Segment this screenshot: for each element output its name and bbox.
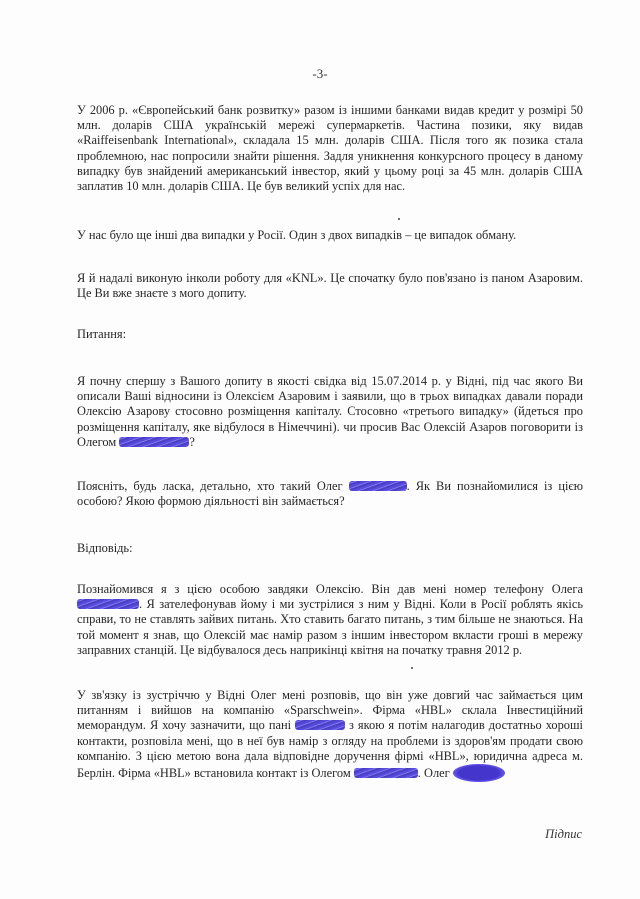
answer-paragraph-2 — [77, 688, 583, 782]
answer-2-part-3: . Олег — [417, 766, 450, 781]
answer-paragraph-1 — [77, 582, 583, 658]
paragraph-knl-work: Я й надалі виконую інколи роботу для «KNL». Це спочатку було пов'язано із паном Азаровим. Це Ви вже знаєте з мого допиту. — [77, 271, 583, 301]
question-1 — [77, 374, 583, 450]
question-2-end: . Як Ви познайомилися із цією особою? Якою формою діяльності він займається? — [77, 479, 583, 509]
redaction-mark — [354, 768, 418, 778]
redaction-mark — [453, 764, 505, 782]
answer-2-part-2: з якою я потім налагодив достатньо хороші контакти, розповіла мені, що в неї був намір з огляду на проблеми із здоров'ям продати свою компанію. З цією метою вона дала відповідне доручення фірмі «HBL», юридична адреса м. Берлін. Фірма «HBL» встановила контакт із Олегом — [77, 718, 583, 781]
signature-label: Підпис — [545, 827, 582, 841]
answer-label: Відповідь: — [77, 541, 133, 555]
redaction-mark — [349, 481, 407, 491]
paragraph-russia-cases: У нас було ще інші два випадки у Росії. Один з двох випадків – це випадок обману. — [77, 228, 517, 242]
answer-2-part-1: У зв'язку із зустріччю у Відні Олег мені розповів, що він уже довгий час займається цим питанням і вийшов на компанію «Sparschwein». Фірма «HBL» склала Інвестиційний меморандум. Я хочу зазначити, що пані — [77, 688, 583, 733]
redaction-mark — [119, 437, 189, 447]
page-number: -3- — [312, 66, 328, 81]
stray-mark — [411, 667, 413, 669]
question-1-text: Я почну спершу з Вашого допиту в якості свідка від 15.07.2014 р. у Відні, під час якого Ви описали Ваші відносини із Олексієм Азаровим і заявили, що в трьох випадках давали поради Олексію Азарову стосовно розміщення капіталу. Стосовно «третього випадку» (йдеться про розміщення капіталу, яке відбулося в Німеччині). чи просив Вас Олексій Азаров поговорити із Олегом — [77, 374, 583, 449]
answer-1-start: Познайомився я з цією особою завдяки Олексію. Він дав мені номер телефону Олега — [77, 582, 583, 596]
question-1-end: ? — [189, 434, 195, 449]
question-label: Питання: — [77, 327, 127, 341]
paragraph-bank-loan: У 2006 р. «Європейський банк розвитку» разом із іншими банками видав кредит у розмірі 50 млн. доларів США українській мережі супермаркетів. Частина позики, яку видав «Raiffeisenbank International», складала 15 млн. доларів США. Після того як позика стала проблемною, нас попросили знайти рішення. Задля уникнення конкурсного процесу в даному випадку був знайдений американський інвестор, який у цьому році за 45 млн. доларів США заплатив 10 млн. доларів США. Це був великий успіх для нас. — [77, 103, 583, 194]
question-2 — [77, 479, 583, 509]
answer-1-end: . Я зателефонував йому і ми зустрілися з ним у Відні. Коли в Росії роблять якісь справи, то не ставлять зайвих питань. Хто ставить багато питань, з тим більше не знаються. На той момент я знав, що Олексій має намір разом з іншим інвестором вкласти гроші в мережу заправних станцій. Це відбувалося десь наприкінці квітня на початку травня 2012 р. — [77, 597, 583, 657]
redaction-mark — [295, 720, 345, 730]
stray-mark — [398, 218, 400, 220]
question-2-start: Поясніть, будь ласка, детально, хто такий Олег — [77, 479, 343, 493]
redaction-mark — [77, 599, 139, 609]
